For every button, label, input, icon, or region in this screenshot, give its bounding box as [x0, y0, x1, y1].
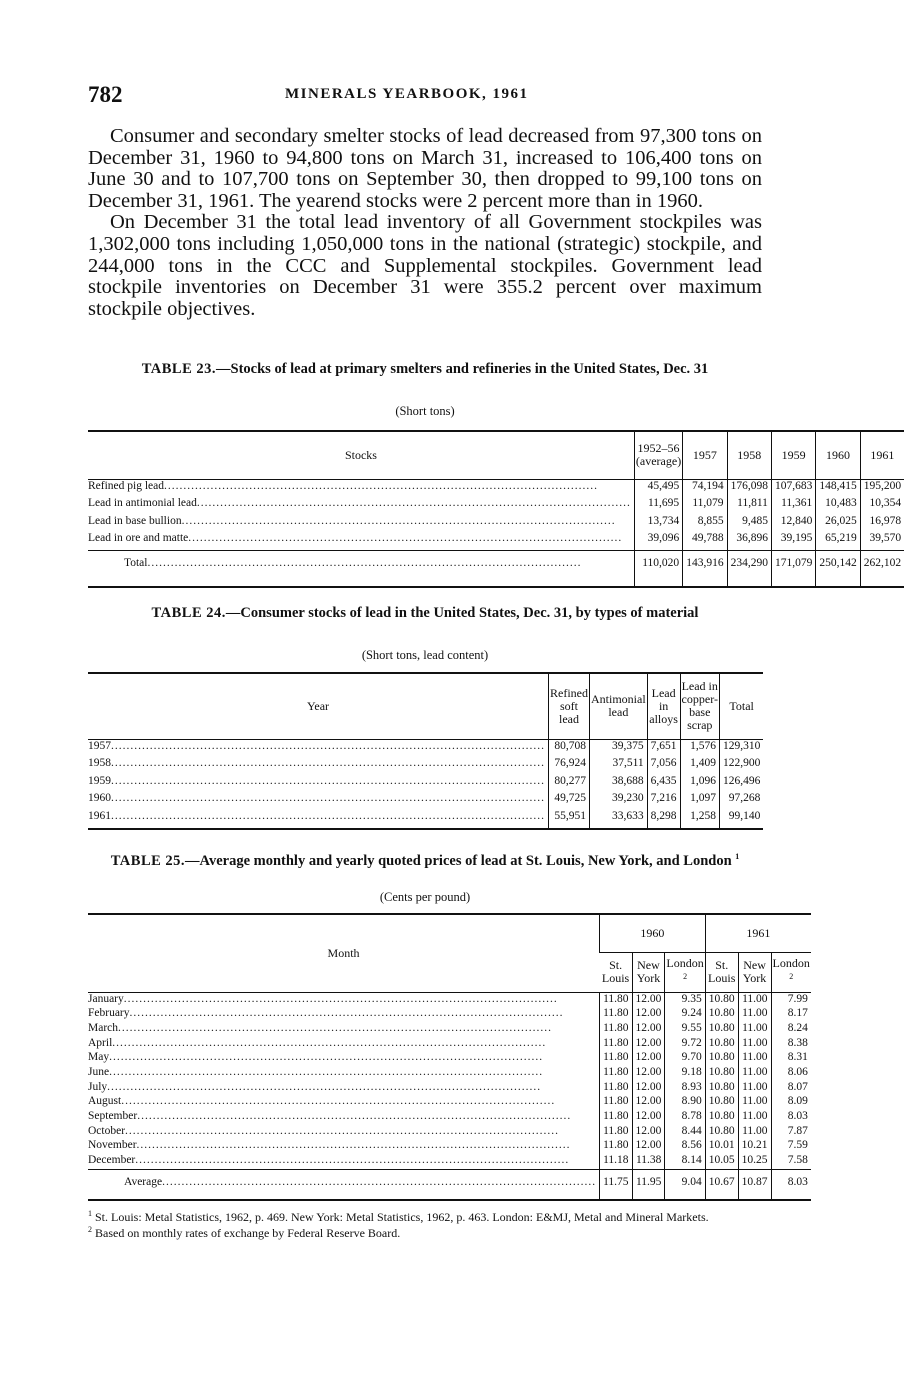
- table-label: TABLE 25.: [110, 852, 186, 869]
- row-label-text: February .....: [88, 1007, 564, 1019]
- body-text: [88, 126, 762, 320]
- column-header-label: London: [772, 956, 810, 970]
- row-label: [88, 739, 549, 757]
- column-header: Total: [719, 673, 763, 739]
- table-cell: 176,098: [727, 479, 771, 497]
- table-cell: 11.00: [738, 1051, 771, 1066]
- table-row: [88, 515, 904, 532]
- row-label-text: 1961 .....: [88, 810, 545, 822]
- total-row: [88, 550, 904, 587]
- table-cell: 65,219: [816, 532, 860, 550]
- column-header-label: St. Louis: [601, 958, 630, 985]
- table-cell: 36,896: [727, 532, 771, 550]
- table-cell: 8.78: [665, 1110, 705, 1125]
- column-header: Year: [88, 673, 549, 739]
- table-row: [88, 479, 904, 497]
- table-cell: 9,485: [727, 515, 771, 532]
- total-cell: 234,290: [727, 550, 771, 587]
- column-header: 1959: [771, 431, 815, 479]
- table-cell: 9.35: [665, 992, 705, 1007]
- row-label: [88, 497, 634, 514]
- row-label-text: Lead in ore and matte .....: [88, 532, 622, 544]
- row-label: [88, 515, 634, 532]
- table-cell: 10.80: [705, 1095, 738, 1110]
- table-cell: 80,277: [549, 775, 590, 793]
- row-label: [88, 550, 634, 587]
- footnote: [88, 1224, 762, 1240]
- column-header: [665, 952, 705, 992]
- column-header: Stocks: [88, 431, 634, 479]
- row-label-text: Refined pig lead .....: [88, 480, 598, 492]
- table-23-caption: [88, 362, 762, 377]
- table-cell: 10.80: [705, 1051, 738, 1066]
- row-label-text: November .....: [88, 1139, 571, 1151]
- running-title: MINERALS YEARBOOK, 1961: [285, 86, 529, 102]
- column-header: Refined soft lead: [549, 673, 590, 739]
- table-cell: 11.80: [600, 1066, 632, 1081]
- table-row: [88, 1110, 811, 1125]
- table-cell: 1,576: [680, 739, 719, 757]
- table-cell: 12.00: [632, 1007, 665, 1022]
- row-label-text: August .....: [88, 1095, 555, 1107]
- year-header: 1961: [705, 914, 811, 952]
- table-cell: 8.07: [771, 1081, 811, 1096]
- table-cell: 12.00: [632, 1066, 665, 1081]
- table-cell: 8.03: [771, 1110, 811, 1125]
- row-label: [88, 992, 600, 1007]
- table-cell: 13,734: [634, 515, 682, 532]
- table-23: [88, 430, 904, 588]
- table-cell: 11.00: [738, 1066, 771, 1081]
- table-cell: 11,079: [683, 497, 727, 514]
- table-cell: 8.09: [771, 1095, 811, 1110]
- table-cell: 12.00: [632, 1125, 665, 1140]
- table-cell: 11.80: [600, 1110, 632, 1125]
- table-row: [88, 739, 763, 757]
- table-cell: 12.00: [632, 1110, 665, 1125]
- table-row: [88, 1007, 811, 1022]
- table-cell: 11.00: [738, 1125, 771, 1140]
- row-label-text: 1957 .....: [88, 740, 545, 752]
- column-header: [705, 952, 738, 992]
- table-cell: 9.24: [665, 1007, 705, 1022]
- column-header: 1957: [683, 431, 727, 479]
- table-row: [88, 1051, 811, 1066]
- table-cell: 11.00: [738, 1110, 771, 1125]
- table-cell: 12.00: [632, 1095, 665, 1110]
- table-cell: 16,978: [860, 515, 904, 532]
- table-cell: 8,298: [647, 810, 680, 829]
- row-label-text: April .....: [88, 1037, 546, 1049]
- table-row: [88, 1022, 811, 1037]
- table-row: [88, 1081, 811, 1096]
- row-label: [88, 1066, 600, 1081]
- table-row: [88, 497, 904, 514]
- table-24-unit: (Short tons, lead content): [361, 648, 489, 662]
- table-cell: 11,695: [634, 497, 682, 514]
- table-cell: 10.80: [705, 1110, 738, 1125]
- footnote-mark: 2: [683, 972, 688, 981]
- table-cell: 122,900: [719, 757, 763, 775]
- table-25-unit: (Cents per pound): [379, 890, 471, 904]
- table-row: [88, 532, 904, 550]
- table-cell: 9.18: [665, 1066, 705, 1081]
- row-label-text: September .....: [88, 1110, 571, 1122]
- table-cell: 10.80: [705, 1007, 738, 1022]
- column-header-label: New York: [742, 958, 767, 985]
- average-cell: 9.04: [665, 1169, 705, 1200]
- table-cell: 195,200: [860, 479, 904, 497]
- row-label: [88, 792, 549, 810]
- table-title: —Stocks of lead at primary smelters and refineries in the United States, Dec. 31: [216, 361, 709, 377]
- table-cell: 11.80: [600, 992, 632, 1007]
- table-cell: 39,375: [590, 739, 648, 757]
- table-cell: 74,194: [683, 479, 727, 497]
- column-header: [600, 952, 632, 992]
- average-row: [88, 1169, 811, 1200]
- table-cell: 11.80: [600, 1125, 632, 1140]
- table-cell: 8.44: [665, 1125, 705, 1140]
- row-label: [88, 1007, 600, 1022]
- table-cell: 7.87: [771, 1125, 811, 1140]
- row-label: [88, 1037, 600, 1052]
- table-cell: 10.80: [705, 1066, 738, 1081]
- table-cell: 97,268: [719, 792, 763, 810]
- total-cell: 171,079: [771, 550, 815, 587]
- table-cell: 7.58: [771, 1154, 811, 1169]
- column-header: Lead in alloys: [647, 673, 680, 739]
- row-label: [88, 1154, 600, 1169]
- table-cell: 11.00: [738, 992, 771, 1007]
- table-cell: 10.05: [705, 1154, 738, 1169]
- row-label-text: 1959 .....: [88, 775, 545, 787]
- table-cell: 11.38: [632, 1154, 665, 1169]
- table-row: [88, 810, 763, 829]
- table-cell: 38,688: [590, 775, 648, 793]
- table-row: [88, 1139, 811, 1154]
- table-cell: 39,570: [860, 532, 904, 550]
- table-25-caption: [88, 849, 762, 869]
- page-number: 782: [88, 82, 123, 107]
- paragraph: On December 31 the total lead inventory of all Government stockpiles was 1,302,000 tons including 1,050,000 tons in the national (strategic) stockpile, and 244,000 tons in the CCC and Supplemental stockpiles. Government lead stockpile inventories on December 31 were 355.2 percent over maximum stockpile objectives.: [88, 211, 762, 320]
- total-cell: 262,102: [860, 550, 904, 587]
- table-cell: 11.80: [600, 1051, 632, 1066]
- row-label-text: Average .....: [124, 1176, 596, 1188]
- table-cell: 10.80: [705, 1022, 738, 1037]
- table-cell: 9.55: [665, 1022, 705, 1037]
- footnote-mark: 2: [88, 1224, 92, 1234]
- row-label-text: May .....: [88, 1051, 543, 1063]
- row-label-text: 1958 .....: [88, 757, 545, 769]
- total-cell: 110,020: [634, 550, 682, 587]
- row-label: [88, 1139, 600, 1154]
- table-cell: 7.59: [771, 1139, 811, 1154]
- row-label-text: January .....: [88, 993, 558, 1005]
- table-cell: 10.21: [738, 1139, 771, 1154]
- row-label: [88, 532, 634, 550]
- table-row: [88, 775, 763, 793]
- row-label-text: October .....: [88, 1125, 559, 1137]
- row-label-text: 1960 .....: [88, 792, 545, 804]
- column-header: [738, 952, 771, 992]
- table-cell: 33,633: [590, 810, 648, 829]
- table-row: [88, 1066, 811, 1081]
- table-cell: 76,924: [549, 757, 590, 775]
- row-label: [88, 810, 549, 829]
- row-label: [88, 1051, 600, 1066]
- table-cell: 8.17: [771, 1007, 811, 1022]
- table-row: [88, 1095, 811, 1110]
- table-cell: 1,409: [680, 757, 719, 775]
- table-title: —Consumer stocks of lead in the United States, Dec. 31, by types of material: [225, 605, 699, 621]
- total-cell: 250,142: [816, 550, 860, 587]
- table-cell: 6,435: [647, 775, 680, 793]
- column-header: Lead in copper-base scrap: [680, 673, 719, 739]
- year-header: 1960: [600, 914, 706, 952]
- table-cell: 10,354: [860, 497, 904, 514]
- table-cell: 12.00: [632, 1139, 665, 1154]
- column-header: [632, 952, 665, 992]
- table-cell: 7,651: [647, 739, 680, 757]
- table-25: [88, 913, 811, 1201]
- table-cell: 7.99: [771, 992, 811, 1007]
- table-cell: 8,855: [683, 515, 727, 532]
- table-cell: 11.00: [738, 1007, 771, 1022]
- table-cell: 148,415: [816, 479, 860, 497]
- table-cell: 11.80: [600, 1037, 632, 1052]
- row-label: [88, 1110, 600, 1125]
- table-header-row: [88, 914, 811, 952]
- paragraph: Consumer and secondary smelter stocks of lead decreased from 97,300 tons on December 31, 1960 to 94,800 tons on March 31, increased to 106,400 tons on June 30 and to 107,700 tons on September 30, then dropped to 99,100 tons on December 31, 1961. The yearend stocks were 2 percent more than in 1960.: [88, 125, 762, 212]
- table-label: TABLE 23.: [141, 361, 217, 377]
- average-cell: 10.87: [738, 1169, 771, 1200]
- column-header-label: St. Louis: [708, 958, 736, 985]
- table-cell: 99,140: [719, 810, 763, 829]
- column-header: 1961: [860, 431, 904, 479]
- table-24: [88, 672, 763, 830]
- table-cell: 11.00: [738, 1081, 771, 1096]
- table-24-caption: [88, 606, 762, 621]
- table-cell: 26,025: [816, 515, 860, 532]
- table-cell: 1,096: [680, 775, 719, 793]
- table-cell: 80,708: [549, 739, 590, 757]
- row-label-text: Lead in antimonial lead .....: [88, 497, 631, 509]
- table-cell: 1,258: [680, 810, 719, 829]
- table-cell: 107,683: [771, 479, 815, 497]
- column-header-label: London: [666, 956, 704, 970]
- table-cell: 9.72: [665, 1037, 705, 1052]
- footnote: [88, 1208, 762, 1224]
- average-cell: 8.03: [771, 1169, 811, 1200]
- row-label: [88, 1125, 600, 1140]
- table-cell: 8.90: [665, 1095, 705, 1110]
- row-label-text: December .....: [88, 1154, 569, 1166]
- row-label: [88, 1022, 600, 1037]
- table-cell: 7,056: [647, 757, 680, 775]
- row-label: [88, 757, 549, 775]
- row-label-text: Lead in base bullion .....: [88, 515, 616, 527]
- table-cell: 129,310: [719, 739, 763, 757]
- row-label: [88, 775, 549, 793]
- column-header: Antimonial lead: [590, 673, 648, 739]
- row-label: [88, 479, 634, 497]
- table-cell: 39,195: [771, 532, 815, 550]
- table-23-unit: (Short tons): [395, 404, 455, 418]
- table-cell: 12.00: [632, 1022, 665, 1037]
- table-title: —Average monthly and yearly quoted prices of lead at St. Louis, New York, and London: [185, 852, 732, 869]
- row-label-text: March .....: [88, 1022, 552, 1034]
- table-cell: 11,361: [771, 497, 815, 514]
- footnote-text: Based on monthly rates of exchange by Federal Reserve Board.: [95, 1225, 401, 1240]
- table-label: TABLE 24.: [151, 605, 226, 621]
- table-cell: 11,811: [727, 497, 771, 514]
- table-cell: 12.00: [632, 1081, 665, 1096]
- table-cell: 8.24: [771, 1022, 811, 1037]
- footnotes: [88, 1208, 762, 1239]
- table-cell: 1,097: [680, 792, 719, 810]
- table-cell: 11.80: [600, 1139, 632, 1154]
- table-row: [88, 1125, 811, 1140]
- table-cell: 8.93: [665, 1081, 705, 1096]
- row-label: [88, 1169, 600, 1200]
- table-cell: 10.80: [705, 992, 738, 1007]
- total-cell: 143,916: [683, 550, 727, 587]
- table-cell: 8.38: [771, 1037, 811, 1052]
- table-cell: 12.00: [632, 1037, 665, 1052]
- table-row: [88, 992, 811, 1007]
- table-cell: 8.14: [665, 1154, 705, 1169]
- table-row: [88, 1037, 811, 1052]
- footnote-text: St. Louis: Metal Statistics, 1962, p. 469. New York: Metal Statistics, 1962, p. 463. London: E&MJ, Metal and Mineral Markets.: [95, 1210, 709, 1224]
- average-cell: 11.75: [600, 1169, 632, 1200]
- table-header-row: [88, 673, 763, 739]
- table-cell: 11.00: [738, 1095, 771, 1110]
- table-cell: 8.56: [665, 1139, 705, 1154]
- table-cell: 11.80: [600, 1022, 632, 1037]
- table-row: [88, 757, 763, 775]
- column-header: 1960: [816, 431, 860, 479]
- row-label-text: Total .....: [124, 557, 581, 569]
- table-cell: 10.80: [705, 1081, 738, 1096]
- table-cell: 11.00: [738, 1022, 771, 1037]
- column-header: 1958: [727, 431, 771, 479]
- table-cell: 49,788: [683, 532, 727, 550]
- average-cell: 11.95: [632, 1169, 665, 1200]
- column-header: [771, 952, 811, 992]
- table-cell: 8.31: [771, 1051, 811, 1066]
- row-label: [88, 1081, 600, 1096]
- row-label: [88, 1095, 600, 1110]
- table-cell: 49,725: [549, 792, 590, 810]
- average-cell: 10.67: [705, 1169, 738, 1200]
- table-cell: 11.18: [600, 1154, 632, 1169]
- table-cell: 11.00: [738, 1037, 771, 1052]
- table-cell: 10.01: [705, 1139, 738, 1154]
- table-cell: 11.80: [600, 1081, 632, 1096]
- table-header-row: [88, 431, 904, 479]
- table-cell: 39,096: [634, 532, 682, 550]
- table-cell: 10.25: [738, 1154, 771, 1169]
- footnote-mark: 2: [789, 972, 794, 981]
- column-header: 1952–56 (average): [634, 431, 682, 479]
- table-row: [88, 792, 763, 810]
- table-cell: 37,511: [590, 757, 648, 775]
- table-cell: 39,230: [590, 792, 648, 810]
- column-header: Month: [88, 914, 600, 992]
- footnote-mark: 1: [88, 1209, 92, 1218]
- row-label-text: June .....: [88, 1066, 543, 1078]
- column-header-label: New York: [636, 958, 661, 985]
- table-cell: 8.06: [771, 1066, 811, 1081]
- table-cell: 9.70: [665, 1051, 705, 1066]
- table-cell: 12.00: [632, 1051, 665, 1066]
- table-cell: 10.80: [705, 1125, 738, 1140]
- table-row: [88, 1154, 811, 1169]
- table-cell: 12,840: [771, 515, 815, 532]
- table-cell: 12.00: [632, 992, 665, 1007]
- row-label-text: July .....: [88, 1081, 541, 1093]
- table-cell: 7,216: [647, 792, 680, 810]
- table-cell: 45,495: [634, 479, 682, 497]
- footnote-mark: 1: [735, 852, 740, 861]
- table-cell: 126,496: [719, 775, 763, 793]
- table-cell: 55,951: [549, 810, 590, 829]
- table-cell: 11.80: [600, 1007, 632, 1022]
- page-header: [88, 82, 762, 112]
- table-cell: 10.80: [705, 1037, 738, 1052]
- table-cell: 10,483: [816, 497, 860, 514]
- table-cell: 11.80: [600, 1095, 632, 1110]
